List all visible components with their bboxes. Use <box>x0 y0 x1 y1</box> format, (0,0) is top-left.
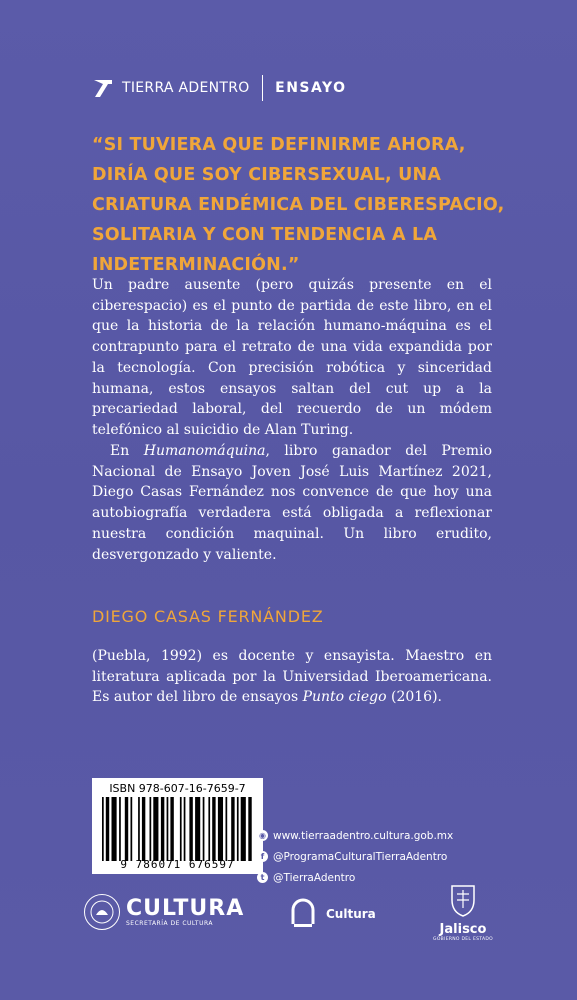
mexico-seal-icon <box>84 894 120 930</box>
jalisco-crest-icon <box>446 882 480 918</box>
bio-before: (Puebla, 1992) es docente y ensayista. Maestro en literatura aplicada por la Universidad Iberoamericana. Es autor del libro de ensayos <box>92 648 492 706</box>
synopsis-paragraph-1 <box>92 275 492 441</box>
brand-name: TIERRA ADENTRO <box>122 80 250 96</box>
bio-book-title: Punto ciego <box>302 689 387 706</box>
jalisco-wordmark: Jalisco <box>439 922 487 937</box>
p2-before: En <box>110 443 144 459</box>
cultura-state-wordmark: Cultura <box>326 907 376 921</box>
jalisco-logo <box>428 882 498 942</box>
isbn-barcode <box>92 778 263 874</box>
contact-web-text: www.tierraadentro.cultura.gob.mx <box>273 829 454 842</box>
contact-web[interactable] <box>257 825 453 846</box>
barcode-digits: 9 786071 676597 <box>120 858 235 871</box>
sponsor-logos <box>0 890 577 950</box>
publisher-header <box>92 74 347 102</box>
isbn-label: ISBN 978-607-16-7659-7 <box>109 782 246 795</box>
synopsis-paragraph-2 <box>92 441 492 565</box>
contact-twitter[interactable] <box>257 867 453 888</box>
header-divider <box>262 75 264 101</box>
cultura-wordmark: CULTURA <box>126 895 245 921</box>
author-bio <box>92 646 492 708</box>
author-name: DIEGO CASAS FERNÁNDEZ <box>92 607 324 626</box>
series-name: ENSAYO <box>275 80 347 96</box>
contact-facebook-text: @ProgramaCulturalTierraAdentro <box>273 850 448 863</box>
twitter-icon: t <box>257 872 268 883</box>
jalisco-subtitle: GOBIERNO DEL ESTADO <box>433 937 493 942</box>
contact-list <box>257 825 453 888</box>
facebook-icon: f <box>257 851 268 862</box>
cultura-subtitle: SECRETARÍA DE CULTURA <box>126 919 214 927</box>
cultura-arch-icon <box>290 896 316 932</box>
cultura-state-logo <box>290 896 376 932</box>
tierra-adentro-logo-icon <box>92 77 114 99</box>
barcode-bars <box>102 797 254 861</box>
secretaria-cultura-logo <box>84 894 244 930</box>
book-title: Humanomáquina <box>143 443 266 459</box>
synopsis-paragraph-1-text: Un padre ausente (pero quizás presente en el ciberespacio) es el punto de partida de este libro, en el que la historia de la relación humano-máquina es el contrapunto para el retrato de una vida expandida por la tecnología. Con precisión robótica y sinceridad humana, estos ensayos saltan del cut up a la precariedad laboral, del recuerdo de un módem telefónico al suicidio de Alan Turing. <box>92 277 492 438</box>
pull-quote: “SI TUVIERA QUE DEFINIRME AHORA, DIRÍA QUE SOY CIBERSEXUAL, UNA CRIATURA ENDÉMICA DEL CIBERESPACIO, SOLITARIA Y CON TENDENCIA A LA INDETERMINACIÓN.” <box>92 135 505 275</box>
p2-after: , libro ganador del Premio Nacional de Ensayo Joven José Luis Martínez 2021, Diego Casas Fernández nos convence de que hoy una autobiografía verdadera está obligada a reflexionar nuestra condición maquinal. Un libro erudito, desvergonzado y valiente. <box>92 443 492 563</box>
contact-twitter-text: @TierraAdentro <box>273 871 356 884</box>
contact-facebook[interactable] <box>257 846 453 867</box>
bio-after: (2016). <box>386 689 442 706</box>
web-icon: ◉ <box>257 830 268 841</box>
